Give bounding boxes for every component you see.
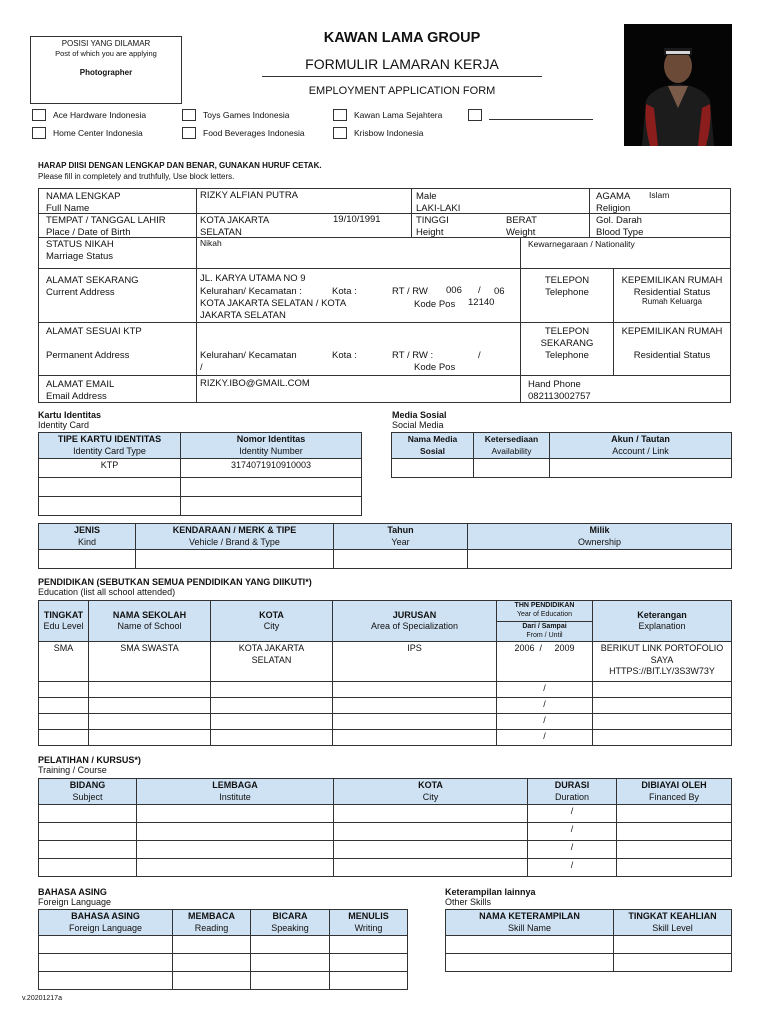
current-address-street[interactable]: JL. KARYA UTAMA NO 9	[200, 273, 306, 284]
permanent-kelurahan-label: Kelurahan/ Kecamatan	[200, 350, 297, 361]
identity-number-header: Nomor Identitas Identity Number	[181, 433, 362, 459]
training-subject-header: BIDANG Subject	[39, 779, 137, 805]
training-institute-header: LEMBAGA Institute	[137, 779, 334, 805]
permanent-kota-label: Kota :	[332, 350, 357, 361]
permanent-address-slash: /	[200, 362, 203, 373]
position-label-en: Post of which you are applying	[55, 49, 157, 58]
company-name: KAWAN LAMA GROUP	[323, 30, 481, 46]
edu-cell[interactable]	[593, 714, 732, 730]
edu-level-header: TINGKAT Edu Level	[39, 601, 89, 642]
training-cell[interactable]	[334, 841, 528, 859]
birth-label-en: Place / Date of Birth	[46, 227, 131, 238]
edu-cell[interactable]	[593, 730, 732, 746]
instruction-id: HARAP DIISI DENGAN LENGKAP DAN BENAR, GUNAKAN HURUF CETAK.	[38, 161, 322, 170]
telephone-label-en: Telephone	[545, 287, 589, 298]
vehicle-cell[interactable]	[39, 550, 136, 569]
edu-cell[interactable]	[211, 698, 333, 714]
social-cell[interactable]	[550, 459, 732, 478]
training-duration-cell[interactable]: /	[528, 859, 617, 877]
edu-cell[interactable]	[333, 714, 497, 730]
edu-year-cell[interactable]: /	[497, 714, 593, 730]
edu-cell[interactable]	[333, 698, 497, 714]
title-divider	[262, 76, 542, 77]
skill-cell[interactable]	[614, 936, 732, 954]
training-duration-header: DURASI Duration	[528, 779, 617, 805]
current-rtrw-label: RT / RW	[392, 286, 428, 297]
edu-note-value[interactable]: BERIKUT LINK PORTOFOLIO SAYA HTTPS://BIT.LY/3S3W73Y	[593, 642, 732, 682]
training-cell[interactable]	[137, 805, 334, 823]
height-label-en: Height	[416, 227, 444, 238]
label-ace-hardware: Ace Hardware Indonesia	[53, 110, 147, 120]
identity-subtitle: Identity Card	[38, 420, 90, 430]
form-title-id: FORMULIR LAMARAN KERJA	[305, 56, 499, 72]
birth-place-value[interactable]: KOTA JAKARTA	[200, 215, 270, 226]
blood-label-en: Blood Type	[596, 227, 644, 238]
education-subtitle: Education (list all school attended)	[38, 587, 176, 597]
edu-cell[interactable]	[89, 698, 211, 714]
social-account-header: Akun / Tautan Account / Link	[550, 433, 732, 459]
training-cell[interactable]	[39, 841, 137, 859]
edu-cell[interactable]	[89, 682, 211, 698]
instruction-en: Please fill in completely and truthfully, Use block letters.	[38, 172, 235, 181]
other-company-line[interactable]	[489, 119, 593, 120]
edu-cell[interactable]	[39, 698, 89, 714]
training-cell[interactable]	[617, 841, 732, 859]
identity-table	[38, 432, 362, 516]
handphone-label: Hand Phone	[528, 379, 581, 390]
identity-cell[interactable]	[181, 497, 362, 516]
checkbox-home-center[interactable]	[32, 127, 46, 139]
religion-label-en: Religion	[596, 203, 631, 214]
residential-value[interactable]: Rumah Keluarga	[641, 297, 703, 306]
religion-value[interactable]: Islam	[649, 190, 670, 200]
email-value[interactable]: RIZKY.IBO@GMAIL.COM	[200, 378, 310, 389]
nationality-label: Kewarnegaraan / Nationality	[528, 239, 635, 249]
training-cell[interactable]	[137, 823, 334, 841]
blood-label: Gol. Darah	[596, 215, 642, 226]
skill-cell[interactable]	[446, 936, 614, 954]
language-table	[38, 909, 408, 990]
gender-value-id: LAKI-LAKI	[416, 203, 461, 214]
identity-number-value[interactable]: 3174071910910003	[181, 459, 362, 478]
edu-year-cell[interactable]: /	[497, 730, 593, 746]
language-cell[interactable]	[330, 954, 408, 972]
edu-city-header: KOTA City	[211, 601, 333, 642]
current-kota-label: Kota :	[332, 286, 357, 297]
edu-cell[interactable]	[211, 714, 333, 730]
checkbox-other-company[interactable]	[468, 109, 482, 121]
current-address-label-en: Current Address	[46, 287, 115, 298]
skill-level-header: TINGKAT KEAHLIAN Skill Level	[614, 910, 732, 936]
residential2-label-en: Residential Status	[633, 350, 711, 361]
edu-major-header: JURUSAN Area of Specialization	[333, 601, 497, 642]
language-name-header: BAHASA ASING Foreign Language	[39, 910, 173, 936]
checkbox-krisbow[interactable]	[333, 127, 347, 139]
language-cell[interactable]	[251, 936, 330, 954]
edu-year-header: THN PENDIDIKAN Year of Education Dari / Sampai From / Until	[497, 601, 593, 642]
identity-type-header: TIPE KARTU IDENTITAS Identity Card Type	[39, 433, 181, 459]
social-media-header: Nama Media Sosial	[392, 433, 474, 459]
edu-cell[interactable]	[211, 682, 333, 698]
birth-place-value-2: SELATAN	[200, 227, 242, 238]
skill-cell[interactable]	[614, 954, 732, 972]
vehicle-ownership-header: Milik Ownership	[468, 524, 732, 550]
vehicle-year-header: Tahun Year	[334, 524, 468, 550]
training-cell[interactable]	[39, 823, 137, 841]
edu-city-value[interactable]: KOTA JAKARTA SELATAN	[211, 642, 333, 682]
social-subtitle: Social Media	[392, 420, 444, 430]
skills-subtitle: Other Skills	[445, 897, 492, 907]
training-cell[interactable]	[137, 841, 334, 859]
training-cell[interactable]	[39, 805, 137, 823]
permanent-rtrw-label: RT / RW :	[392, 350, 434, 361]
training-cell[interactable]	[334, 823, 528, 841]
current-kelurahan-label: Kelurahan/ Kecamatan :	[200, 286, 302, 297]
identity-cell[interactable]	[39, 478, 181, 497]
training-cell[interactable]	[334, 805, 528, 823]
position-label-id: POSISI YANG DILAMAR	[61, 39, 151, 48]
marital-label-en: Marriage Status	[46, 251, 114, 262]
edu-cell[interactable]	[333, 730, 497, 746]
edu-cell[interactable]	[89, 730, 211, 746]
language-cell[interactable]	[39, 954, 173, 972]
personal-data-table	[38, 188, 731, 403]
permanent-kodepos-label: Kode Pos	[414, 362, 456, 373]
training-title: PELATIHAN / KURSUS*)	[38, 755, 141, 765]
vehicle-cell[interactable]	[334, 550, 468, 569]
training-duration-cell[interactable]: /	[528, 841, 617, 859]
training-duration-cell[interactable]: /	[528, 823, 617, 841]
height-label: TINGGI	[416, 215, 449, 226]
telephone2-label-en: Telephone	[545, 350, 589, 361]
marital-value[interactable]: Nikah	[200, 238, 222, 248]
religion-label: AGAMA	[596, 191, 631, 202]
identity-title: Kartu Identitas	[38, 410, 102, 420]
edu-cell[interactable]	[39, 714, 89, 730]
edu-school-header: NAMA SEKOLAH Name of School	[89, 601, 211, 642]
social-cell[interactable]	[392, 459, 474, 478]
birth-date-value[interactable]: 19/10/1991	[333, 214, 381, 225]
edu-year-cell[interactable]: /	[497, 682, 593, 698]
vehicle-cell[interactable]	[136, 550, 334, 569]
edu-year-value[interactable]: 2006 / 2009	[497, 642, 593, 682]
full-name-label: NAMA LENGKAP	[46, 191, 121, 202]
full-name-label-en: Full Name	[46, 203, 90, 214]
language-cell[interactable]	[39, 972, 173, 990]
language-cell[interactable]	[251, 954, 330, 972]
telephone2-label-2: SEKARANG	[540, 338, 594, 349]
email-label-en: Email Address	[46, 391, 107, 402]
training-table	[38, 778, 732, 877]
email-label: ALAMAT EMAIL	[46, 379, 115, 390]
marital-label: STATUS NIKAH	[46, 239, 114, 250]
language-cell[interactable]	[173, 936, 251, 954]
weight-label-en: Weight	[506, 227, 536, 238]
checkbox-ace-hardware[interactable]	[32, 109, 46, 121]
permanent-address-label: ALAMAT SESUAI KTP	[46, 326, 142, 337]
language-cell[interactable]	[330, 936, 408, 954]
label-home-center: Home Center Indonesia	[53, 128, 143, 138]
language-cell[interactable]	[173, 954, 251, 972]
permanent-address-label-en: Permanent Address	[46, 350, 130, 361]
applicant-photo	[624, 24, 732, 146]
edu-school-value[interactable]: SMA SWASTA	[89, 642, 211, 682]
skill-cell[interactable]	[446, 954, 614, 972]
training-city-header: KOTA City	[334, 779, 528, 805]
position-box	[30, 36, 182, 104]
current-rtrw-slash: /	[478, 285, 481, 296]
current-address-city-2: JAKARTA SELATAN	[200, 310, 286, 321]
permanent-rtrw-slash: /	[478, 350, 481, 361]
form-title-en: EMPLOYMENT APPLICATION FORM	[308, 85, 496, 97]
edu-cell[interactable]	[89, 714, 211, 730]
current-rt-value[interactable]: 006	[446, 285, 462, 296]
label-food-beverages: Food Beverages Indonesia	[203, 128, 305, 138]
training-financed-header: DIBIAYAI OLEH Financed By	[617, 779, 732, 805]
gender-value[interactable]: Male	[416, 191, 437, 202]
position-value[interactable]: Photographer	[79, 68, 133, 77]
training-subtitle: Training / Course	[38, 765, 107, 775]
language-reading-header: MEMBACA Reading	[173, 910, 251, 936]
identity-cell[interactable]	[181, 478, 362, 497]
residential-label-en: Residential Status	[633, 287, 711, 298]
current-kodepos-value[interactable]: 12140	[468, 297, 495, 308]
skills-title: Keterampilan lainnya	[445, 887, 536, 897]
edu-note-header: Keterangan Explanation	[593, 601, 732, 642]
education-title: PENDIDIKAN (SEBUTKAN SEMUA PENDIDIKAN YANG DIIKUTI*)	[38, 577, 312, 587]
edu-cell[interactable]	[211, 730, 333, 746]
language-subtitle: Foreign Language	[38, 897, 112, 907]
social-title: Media Sosial	[392, 410, 447, 420]
label-toys-games: Toys Games Indonesia	[203, 110, 290, 120]
label-kawan-lama-sejahtera: Kawan Lama Sejahtera	[354, 110, 443, 120]
vehicle-brand-header: KENDARAAN / MERK & TIPE Vehicle / Brand & Type	[136, 524, 334, 550]
training-cell[interactable]	[617, 823, 732, 841]
checkbox-toys-games[interactable]	[182, 109, 196, 121]
language-cell[interactable]	[330, 972, 408, 990]
label-krisbow: Krisbow Indonesia	[354, 128, 424, 138]
edu-cell[interactable]	[333, 682, 497, 698]
edu-level-value[interactable]: SMA	[39, 642, 89, 682]
language-cell[interactable]	[251, 972, 330, 990]
language-title: BAHASA ASING	[38, 887, 107, 897]
edu-cell[interactable]	[593, 682, 732, 698]
checkbox-food-beverages[interactable]	[182, 127, 196, 139]
birth-label: TEMPAT / TANGGAL LAHIR	[46, 215, 166, 226]
language-cell[interactable]	[39, 936, 173, 954]
training-cell[interactable]	[39, 859, 137, 877]
training-cell[interactable]	[617, 859, 732, 877]
telephone2-label: TELEPON	[544, 326, 590, 337]
current-rw-value[interactable]: 06	[494, 286, 505, 297]
edu-cell[interactable]	[593, 698, 732, 714]
social-availability-header: Ketersediaan Availability	[474, 433, 550, 459]
language-cell[interactable]	[173, 972, 251, 990]
training-duration-cell[interactable]: /	[528, 805, 617, 823]
weight-label: BERAT	[506, 215, 537, 226]
social-table	[391, 432, 732, 478]
vehicle-cell[interactable]	[468, 550, 732, 569]
current-kodepos-label: Kode Pos	[414, 299, 456, 310]
version-label: v.20201217a	[22, 995, 62, 1002]
full-name-value[interactable]: RIZKY ALFIAN PUTRA	[200, 190, 299, 201]
handphone-value[interactable]: 082113002757	[528, 391, 591, 402]
training-cell[interactable]	[617, 805, 732, 823]
telephone-label: TELEPON	[544, 275, 590, 286]
skill-name-header: NAMA KETERAMPILAN Skill Name	[446, 910, 614, 936]
identity-cell[interactable]	[39, 497, 181, 516]
edu-major-value[interactable]: IPS	[333, 642, 497, 682]
education-table	[38, 600, 732, 746]
current-address-label: ALAMAT SEKARANG	[46, 275, 139, 286]
identity-type-value[interactable]: KTP	[39, 459, 181, 478]
edu-year-cell[interactable]: /	[497, 698, 593, 714]
vehicle-table	[38, 523, 732, 569]
edu-cell[interactable]	[39, 682, 89, 698]
checkbox-kawan-lama-sejahtera[interactable]	[333, 109, 347, 121]
edu-cell[interactable]	[39, 730, 89, 746]
skills-table	[445, 909, 732, 972]
training-cell[interactable]	[334, 859, 528, 877]
residential2-label: KEPEMILIKAN RUMAH	[621, 326, 723, 337]
training-cell[interactable]	[137, 859, 334, 877]
social-cell[interactable]	[474, 459, 550, 478]
vehicle-kind-header: JENIS Kind	[39, 524, 136, 550]
language-writing-header: MENULIS Writing	[330, 910, 408, 936]
current-address-city[interactable]: KOTA JAKARTA SELATAN / KOTA	[200, 298, 347, 309]
residential-label: KEPEMILIKAN RUMAH	[621, 275, 723, 286]
language-speaking-header: BICARA Speaking	[251, 910, 330, 936]
